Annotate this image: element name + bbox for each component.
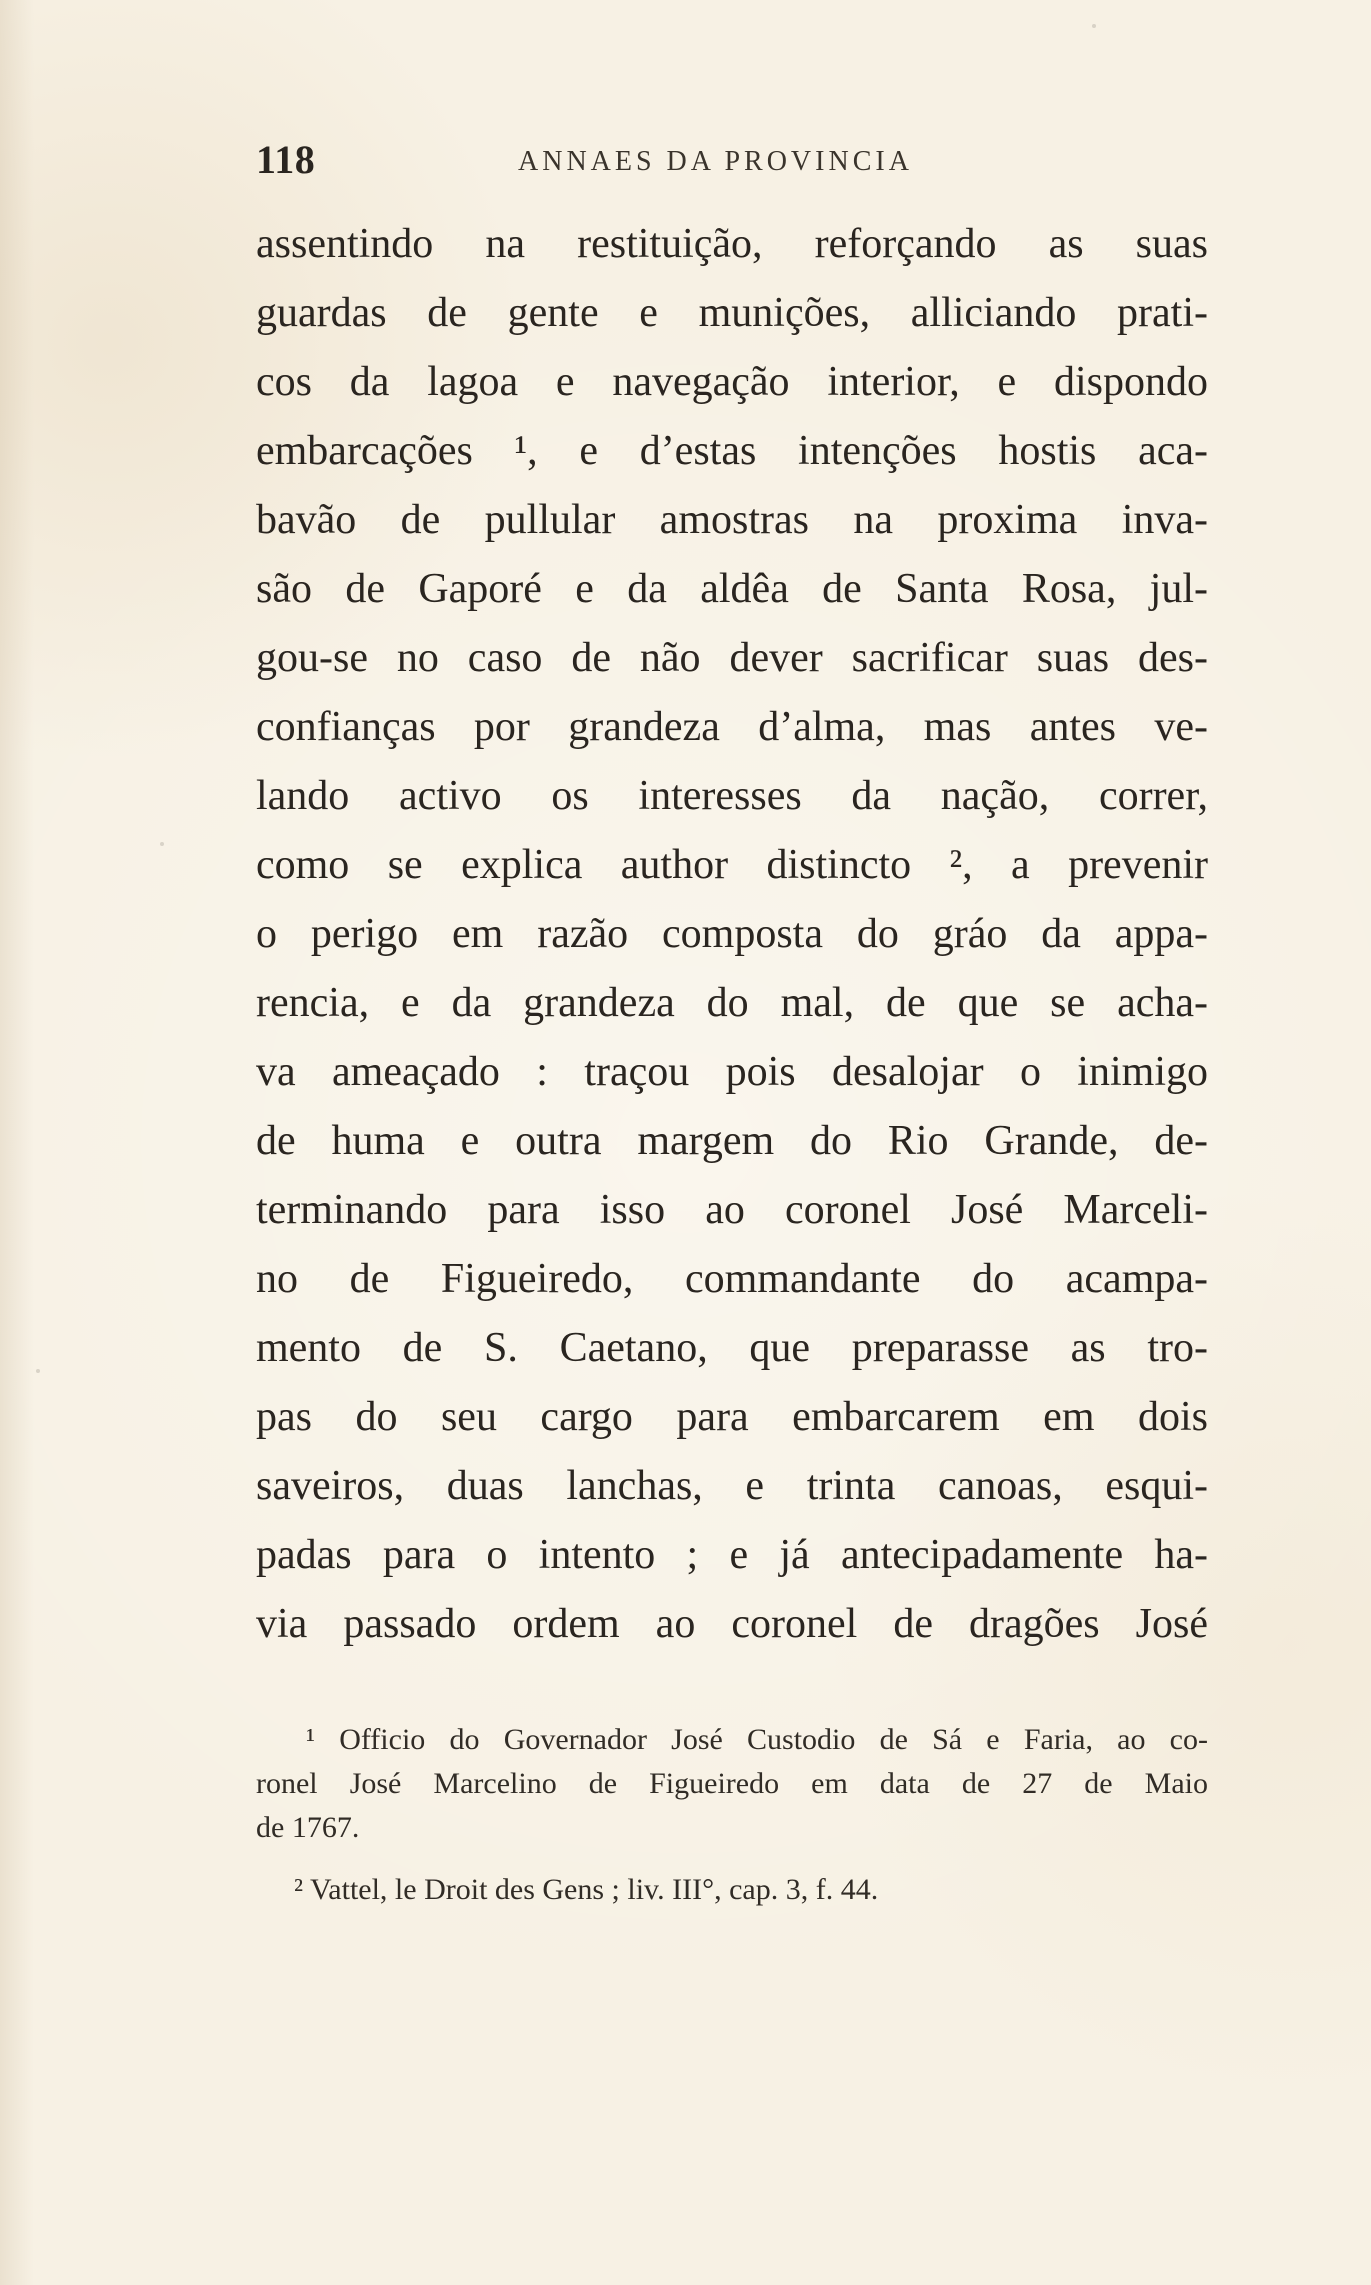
text-line: padas para o intento ; e já antecipadamente ha- bbox=[256, 1532, 1208, 1578]
running-head bbox=[256, 134, 956, 186]
body-text bbox=[256, 210, 1208, 1659]
text-line: lando activo os interesses da nação, correr, bbox=[256, 773, 1208, 819]
text-line: via passado ordem ao coronel de dragões José bbox=[256, 1601, 1208, 1647]
footnote-1-line: ¹ Officio do Governador José Custodio de Sá e Faria, ao co- bbox=[306, 1723, 1208, 1756]
text-line: guardas de gente e munições, alliciando prati- bbox=[256, 290, 1208, 336]
text-line: gou-se no caso de não dever sacrificar suas des- bbox=[256, 635, 1208, 681]
text-line: o perigo em razão composta do gráo da appa- bbox=[256, 911, 1208, 957]
text-line: saveiros, duas lanchas, e trinta canoas, esqui- bbox=[256, 1463, 1208, 1509]
footnotes bbox=[256, 1718, 1208, 1912]
text-line: terminando para isso ao coronel José Marceli- bbox=[256, 1187, 1208, 1233]
footnote-2: ² Vattel, le Droit des Gens ; liv. III°, cap. 3, f. 44. bbox=[294, 1873, 879, 1906]
text-line: são de Gaporé e da aldêa de Santa Rosa, jul- bbox=[256, 566, 1208, 612]
page-left-edge bbox=[0, 0, 34, 2285]
text-line: de huma e outra margem do Rio Grande, de- bbox=[256, 1118, 1208, 1164]
running-title: ANNAES DA PROVINCIA bbox=[518, 146, 913, 177]
paper-speck bbox=[1092, 24, 1096, 28]
text-line: cos da lagoa e navegação interior, e dispondo bbox=[256, 359, 1208, 405]
footnote-gap bbox=[256, 1850, 1208, 1868]
footnote-1-line: de 1767. bbox=[256, 1811, 360, 1844]
text-line: pas do seu cargo para embarcarem em dois bbox=[256, 1394, 1208, 1440]
text-line: como se explica author distincto ², a prevenir bbox=[256, 842, 1208, 888]
text-line: confianças por grandeza d’alma, mas antes ve- bbox=[256, 704, 1208, 750]
text-line: mento de S. Caetano, que preparasse as tro- bbox=[256, 1325, 1208, 1371]
paper-speck bbox=[160, 842, 164, 846]
paper-speck bbox=[36, 1369, 40, 1373]
text-line: rencia, e da grandeza do mal, de que se acha- bbox=[256, 980, 1208, 1026]
footnote-1-line: ronel José Marcelino de Figueiredo em data de 27 de Maio bbox=[256, 1767, 1208, 1800]
text-line: no de Figueiredo, commandante do acampa- bbox=[256, 1256, 1208, 1302]
text-line: va ameaçado : traçou pois desalojar o inimigo bbox=[256, 1049, 1208, 1095]
text-line: assentindo na restituição, reforçando as suas bbox=[256, 221, 1208, 267]
text-line: embarcações ¹, e d’estas intenções hostis aca- bbox=[256, 428, 1208, 474]
text-line: bavão de pullular amostras na proxima inva- bbox=[256, 497, 1208, 543]
page-number: 118 bbox=[256, 137, 316, 182]
